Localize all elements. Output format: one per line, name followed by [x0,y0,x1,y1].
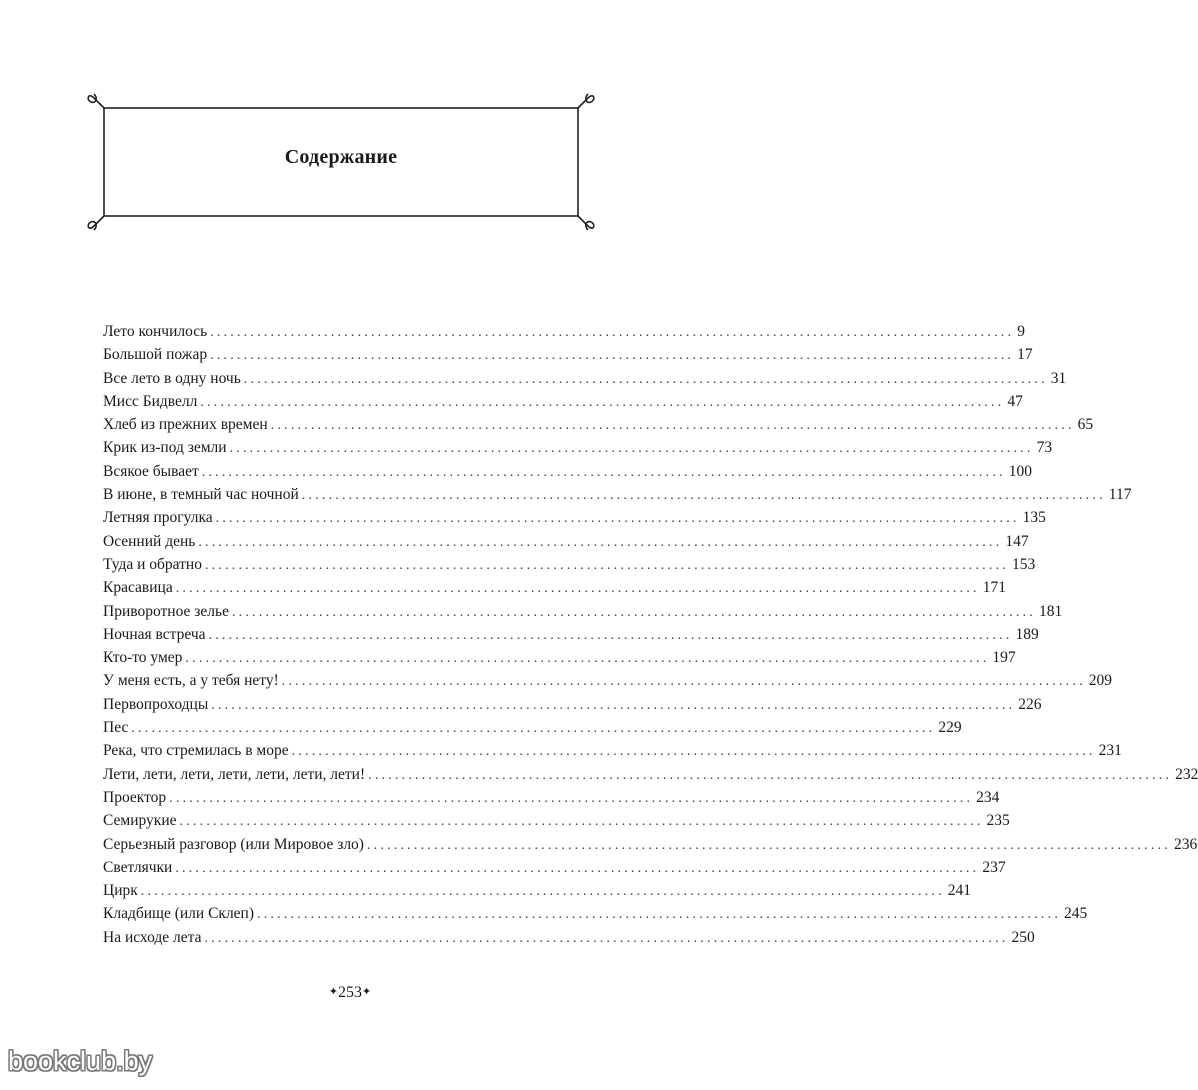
toc-leader-dots: ........................................................................................................................ [169,790,974,806]
toc-leader-dots: ........................................................................................................................ [204,930,1009,946]
toc-entry-page: 17 [1017,346,1033,364]
toc-entry-title: Кладбище (или Склеп) [103,905,255,923]
toc-entry-page: 189 [1015,625,1039,643]
toc-leader-dots: ........................................................................................................................ [215,511,1020,527]
toc-entry [103,926,1035,949]
toc-entry-page: 153 [1011,555,1036,573]
toc-leader-dots: ........................................................................................................................ [201,464,1006,480]
toc-entry [103,483,1132,506]
toc-entry-page: 232 [1175,765,1198,783]
toc-leader-dots: ........................................................................................................................ [198,534,1003,550]
toc-entry-page: 241 [947,882,972,900]
toc-entry-page: 250 [1011,928,1035,946]
toc-leader-dots: ........................................................................................................................ [301,488,1106,504]
toc-entry-title: На исходе лета [103,928,202,946]
toc-entry-title: Семирукие [103,812,177,830]
toc-entry-title: Летняя прогулка [103,509,213,527]
toc-entry [103,693,1042,716]
toc-leader-dots: ........................................................................................................................ [366,837,1171,853]
toc-entry [103,763,1198,786]
toc-entry [103,623,1039,646]
toc-entry [103,413,1094,436]
toc-entry-page: 236 [1173,835,1198,853]
toc-entry-page: 235 [986,812,1010,830]
toc-entry [103,390,1023,413]
toc-entry-page: 209 [1088,672,1113,690]
toc-leader-dots: ........................................................................................................................ [175,581,980,597]
toc-entry-title: Пес [103,719,129,737]
toc-entry-title: Проектор [103,788,167,806]
toc-entry-page: 226 [1018,695,1042,713]
toc-entry [103,856,1006,879]
toc-entry [103,646,1016,669]
toc-leader-dots: ........................................................................................................................ [208,627,1013,643]
toc-leader-dots: ........................................................................................................................ [291,744,1096,760]
toc-entry-title: У меня есть, а у тебя нету! [103,672,279,690]
toc-entry-title: Первопроходцы [103,695,209,713]
toc-leader-dots: ........................................................................................................................ [204,557,1009,573]
toc-leader-dots: ........................................................................................................................ [368,767,1173,783]
toc-entry-title: Река, что стремилась в море [103,742,289,760]
toc-leader-dots: ........................................................................................................................ [270,418,1075,434]
toc-entry-page: 229 [938,719,962,737]
toc-entry-title: Мисс Бидвелл [103,392,198,410]
toc-leader-dots: ........................................................................................................................ [179,814,984,830]
toc-leader-dots: ........................................................................................................................ [175,860,980,876]
toc-entry [103,367,1067,390]
star-ornament-icon: ✦ [362,986,372,998]
toc-leader-dots: ........................................................................................................................ [200,394,1005,410]
toc-entry-page: 9 [1017,323,1025,340]
toc-entry-page: 31 [1050,369,1067,387]
toc-entry [103,576,1006,599]
toc-entry-title: Светлячки [103,858,173,876]
toc-entry-title: Все лето в одну ночь [103,369,241,387]
toc-entry-title: Серьезный разговор (или Мировое зло) [103,835,364,853]
toc-entry [103,739,1122,762]
toc-entry-title: В июне, в темный час ночной [103,486,299,504]
page-number-value: 253 [338,984,362,1001]
toc-entry-title: Туда и обратно [103,555,202,573]
toc-leader-dots: ........................................................................................................................ [210,325,1015,340]
toc-entry-page: 147 [1005,532,1029,550]
toc-entry [103,833,1198,856]
page-title: Содержание [284,146,398,168]
toc-entry-page: 135 [1022,509,1046,527]
toc-entry-title: Красавица [103,579,173,597]
toc-entry [103,879,972,902]
toc-entry [103,716,962,739]
toc-entry-title: Лето кончилось [103,323,208,340]
toc-entry-page: 47 [1007,392,1023,410]
toc-entry-page: 100 [1008,462,1032,480]
toc-entry [103,436,1053,459]
toc-leader-dots: ........................................................................................................................ [229,441,1034,457]
toc-leader-dots: ........................................................................................................................ [211,697,1016,713]
toc-entry-title: Ночная встреча [103,625,206,643]
toc-entry [103,786,1000,809]
toc-leader-dots: ........................................................................................................................ [243,371,1048,387]
toc-entry [103,320,1025,343]
table-of-contents [103,320,1198,949]
toc-entry [103,600,1063,623]
toc-entry-title: Приворотное зелье [103,602,229,620]
toc-entry-title: Кто-то умер [103,649,183,667]
toc-entry [103,343,1033,366]
watermark: bookclub.by [8,1046,153,1076]
toc-entry [103,809,1010,832]
toc-entry-title: Крик из-под земли [103,439,227,457]
toc-entry-page: 245 [1064,905,1088,923]
toc-entry-title: Хлеб из прежних времен [103,416,268,434]
toc-entry-title: Цирк [103,882,138,900]
toc-entry [103,669,1113,692]
star-ornament-icon: ✦ [328,986,338,998]
toc-entry-title: Всякое бывает [103,462,199,480]
toc-entry-title: Осенний день [103,532,196,550]
toc-entry [103,530,1029,553]
toc-leader-dots: ........................................................................................................................ [131,721,936,737]
toc-leader-dots: ........................................................................................................................ [281,674,1086,690]
toc-leader-dots: ........................................................................................................................ [140,884,945,900]
toc-entry-page: 231 [1098,742,1122,760]
toc-leader-dots: ........................................................................................................................ [185,651,990,667]
toc-entry-page: 73 [1036,439,1053,457]
toc-entry-page: 65 [1077,416,1094,434]
toc-entry-page: 197 [992,649,1016,667]
toc-leader-dots: ........................................................................................................................ [231,604,1036,620]
toc-entry-page: 181 [1038,602,1063,620]
toc-entry [103,553,1036,576]
toc-entry-page: 171 [982,579,1006,597]
toc-entry-page: 117 [1108,486,1132,504]
toc-entry [103,506,1046,529]
toc-entry [103,460,1032,483]
toc-leader-dots: ........................................................................................................................ [257,907,1062,923]
toc-entry-title: Лети, лети, лети, лети, лети, лети, лети! [103,765,366,783]
toc-entry [103,902,1088,925]
toc-entry-page: 237 [982,858,1006,876]
toc-leader-dots: ........................................................................................................................ [210,348,1015,364]
page-number [0,984,700,1002]
title-frame [82,86,600,238]
toc-entry-page: 234 [976,788,1000,806]
toc-entry-title: Большой пожар [103,346,208,364]
